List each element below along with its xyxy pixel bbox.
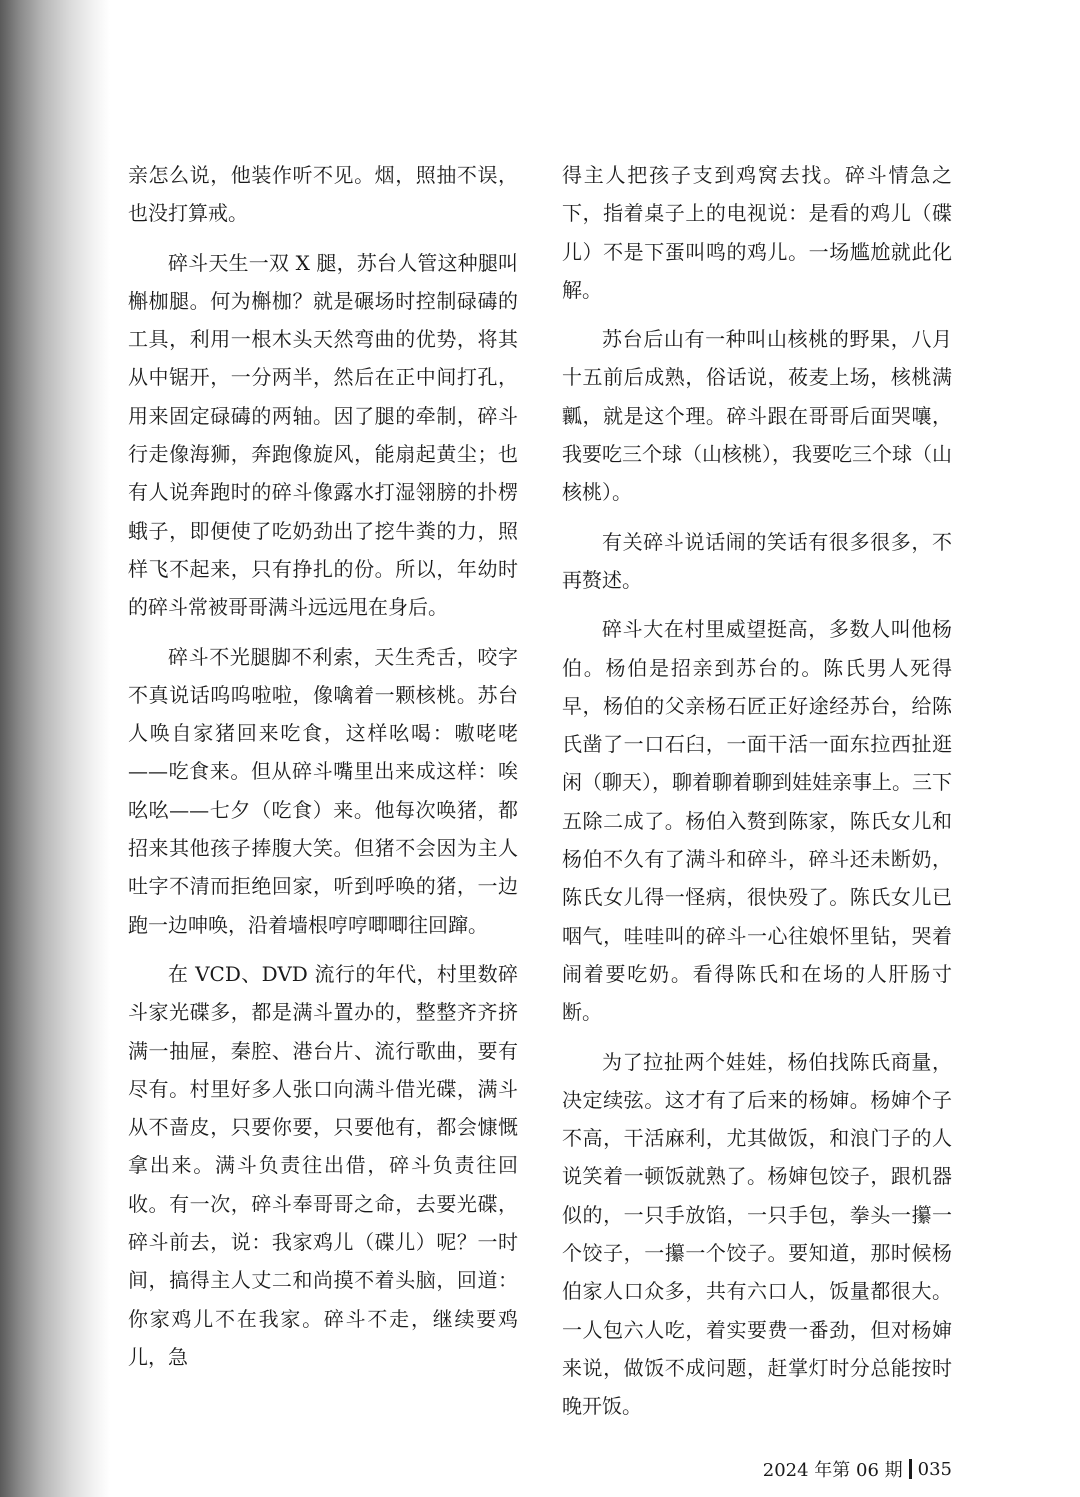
left-text-column bbox=[128, 156, 518, 1387]
paragraph: 亲怎么说，他装作听不见。烟，照抽不误，也没打算戒。 bbox=[128, 163, 518, 226]
paragraph: 为了拉扯两个娃娃，杨伯找陈氏商量，决定续弦。这才有了后来的杨婶。杨婶个子不高，干活麻利，尤其做饭，和浪门子的人说笑着一顿饭就熟了。杨婶包饺子，跟机器似的，一只手放馅，一只手包，拳头一攥一个饺子，一攥一个饺子。要知道，那时候杨伯家人口众多，共有六口人，饭量都很大。一人包六人吃，着实要费一番劲，但对杨婶来说，做饭不成问题，赶掌灯时分总能按时晚开饭。 bbox=[562, 1049, 952, 1419]
page-number: 035 bbox=[917, 1458, 952, 1480]
paragraph: 碎斗天生一双 X 腿，苏台人管这种腿叫槲枷腿。何为槲枷？就是碾场时控制碌碡的工具，利用一根木头天然弯曲的优势，将其从中锯开，一分两半，然后在正中间打孔，用来固定碌碡的两轴。因了腿的牵制，碎斗行走像海狮，奔跑像旋风，能扇起黄尘；也有人说奔跑时的碎斗像露水打湿翎膀的扑楞蛾子，即便使了吃奶劲出了挖牛粪的力，照样飞不起来，只有挣扎的份。所以，年幼时的碎斗常被哥哥满斗远远甩在身后。 bbox=[128, 250, 518, 620]
issue-label: 2024 年第 06 期 bbox=[762, 1460, 903, 1481]
page-footer bbox=[763, 1456, 952, 1482]
paragraph: 苏台后山有一种叫山核桃的野果，八月十五前后成熟，俗话说，莜麦上场，核桃满瓤，就是这个理。碎斗跟在哥哥后面哭嚷，我要吃三个球（山核桃），我要吃三个球（山核桃）。 bbox=[562, 327, 952, 505]
paragraph: 碎斗不光腿脚不利索，天生秃舌，咬字不真说话呜呜啦啦，像噙着一颗核桃。苏台人唤自家猪回来吃食，这样吆喝：嗷咾咾——吃食来。但从碎斗嘴里出来成这样：唉吆吆——七夕（吃食）来。他每次唤猪，都招来其他孩子捧腹大笑。但猪不会因为主人吐字不清而拒绝回家，听到呼唤的猪，一边跑一边呻唤，沿着墙根哼哼唧唧往回蹿。 bbox=[128, 644, 518, 937]
paragraph: 碎斗大在村里威望挺高，多数人叫他杨伯。杨伯是招亲到苏台的。陈氏男人死得早，杨伯的父亲杨石匠正好途经苏台，给陈氏凿了一口石臼，一面干活一面东拉西扯逛闲（聊天），聊着聊着聊到娃娃亲事上。三下五除二成了。杨伯入赘到陈家，陈氏女儿和杨伯不久有了满斗和碎斗，碎斗还未断奶，陈氏女儿得一怪病，很快殁了。陈氏女儿已咽气，哇哇叫的碎斗一心往娘怀里钻，哭着闹着要吃奶。看得陈氏和在场的人肝肠寸断。 bbox=[562, 617, 952, 1025]
right-text-column bbox=[562, 156, 952, 1437]
paragraph: 得主人把孩子支到鸡窝去找。碎斗情急之下，指着桌子上的电视说：是看的鸡儿（碟儿）不是下蛋叫鸣的鸡儿。一场尴尬就此化解。 bbox=[562, 163, 952, 302]
footer-divider bbox=[909, 1459, 912, 1479]
paragraph: 在 VCD、DVD 流行的年代，村里数碎斗家光碟多，都是满斗置办的，整整齐齐挤满一抽屉，秦腔、港台片、流行歌曲，要有尽有。村里好多人张口向满斗借光碟，满斗从不啬皮，只要你要，只要他有，都会慷慨拿出来。满斗负责往出借，碎斗负责往回收。有一次，碎斗奉哥哥之命，去要光碟，碎斗前去，说：我家鸡儿（碟儿）呢？一时间，搞得主人丈二和尚摸不着头脑，回道：你家鸡儿不在我家。碎斗不走，继续要鸡儿，急 bbox=[128, 961, 518, 1369]
page-binding-shadow bbox=[0, 0, 110, 1497]
paragraph: 有关碎斗说话闹的笑话有很多很多，不再赘述。 bbox=[562, 529, 952, 592]
